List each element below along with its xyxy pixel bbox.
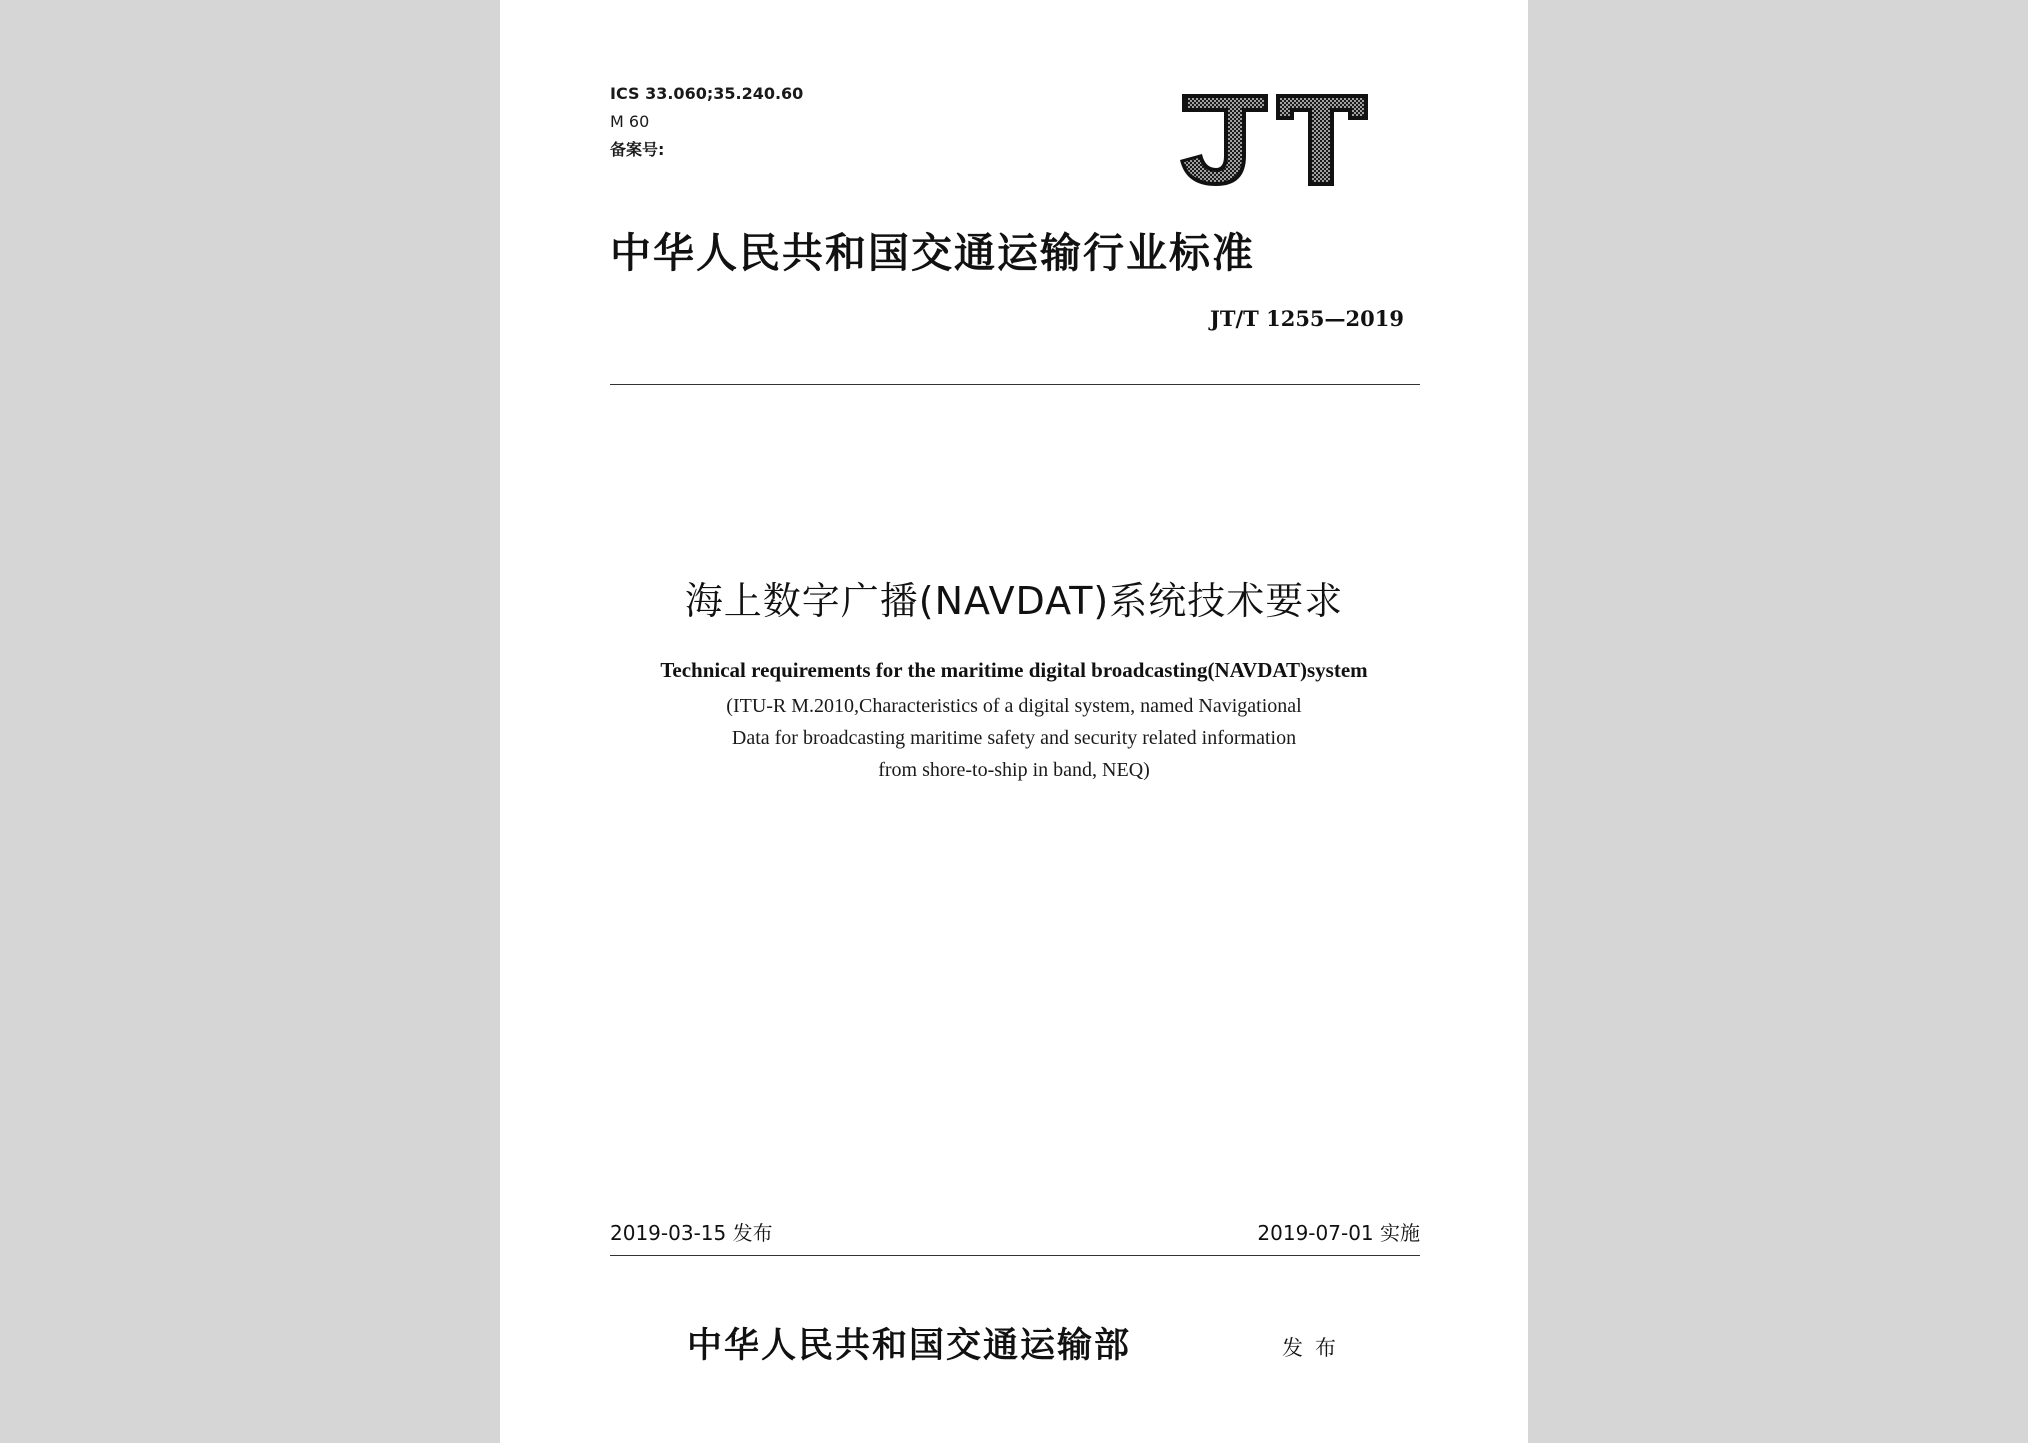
issuing-authority: 中华人民共和国交通运输部 [687,1325,1132,1366]
ccs-code: M 60 [610,112,650,131]
subtitle-line: (ITU-R M.2010,Characteristics of a digital system, named Navigational [726,695,1302,717]
english-subtitle [500,690,1528,786]
issue-date: 2019-03-15 发布 [610,1221,773,1245]
header-divider [610,384,1420,385]
record-number-label: 备案号: [610,140,665,159]
subtitle-line: from shore-to-ship in band, NEQ) [878,759,1150,781]
jt-logo [1172,86,1372,194]
footer-divider [610,1255,1420,1256]
classification-block [610,80,803,164]
implementation-date: 2019-07-01 实施 [1257,1221,1420,1245]
issue-label: 发布 [1282,1336,1348,1360]
ics-code: ICS 33.060;35.240.60 [610,84,804,103]
english-document-title: Technical requirements for the maritime digital broadcasting(NAVDAT)system [660,658,1368,682]
subtitle-line: Data for broadcasting maritime safety and security related information [731,727,1297,749]
chinese-document-title: 海上数字广播(NAVDAT)系统技术要求 [684,579,1344,623]
standard-number: JT/T 1255—2019 [1209,306,1404,331]
jt-logo-text: JT [1272,146,1274,147]
standard-category-title: 中华人民共和国交通运输行业标准 [610,229,1255,277]
document-page [500,0,1528,1443]
